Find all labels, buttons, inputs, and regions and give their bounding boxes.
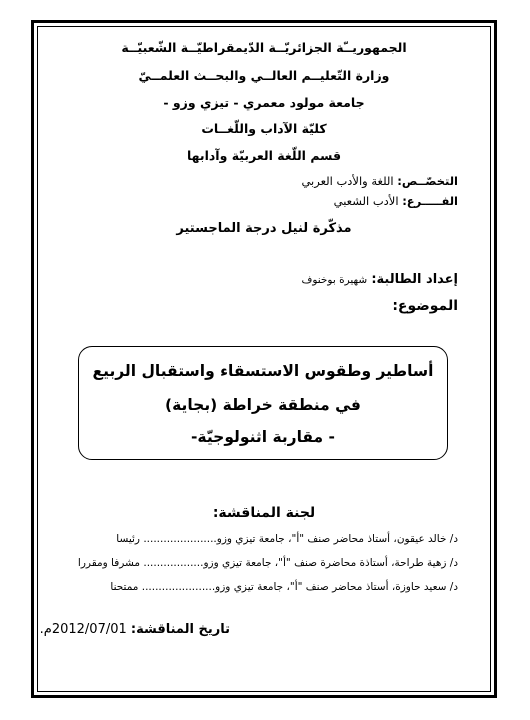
committee-member-president: د/ خالد عيقون، أستاذ محاضر صنف "أ"، جامعة تيزي وزو...................... رئيسا — [116, 533, 458, 545]
degree-statement: مذكّرة لنيل درجة الماجستير — [176, 221, 352, 236]
committee-member-examiner: د/ سعيد حاوزة، أستاذ محاضر صنف "أ"، جامعة تيزي وزو...................... ممتحنا — [110, 581, 458, 593]
header-faculty: كليّة الآداب واللّغــات — [201, 121, 327, 136]
committee-member-supervisor: د/ زهية طراحة، أستاذة محاضرة صنف "أ"، جامعة تيزي وزو.................. مشرفا ومقررا — [77, 557, 458, 569]
student-name: شهيرة بوخنوف — [301, 274, 368, 286]
thesis-title-line3: - مقاربة اثنولوجيّة- — [191, 428, 335, 446]
subject-label: الموضوع: — [392, 298, 458, 314]
student-label: إعداد الطالبة: — [371, 272, 458, 287]
defense-date-value: 2012/07/01م. — [39, 622, 127, 637]
branch-value: الأدب الشعبي — [333, 194, 399, 208]
header-ministry: وزارة التّعليــم العالــي والبحــث العلمــيّ — [138, 68, 390, 83]
specialization-label: التخصّــص: — [397, 174, 458, 188]
specialization-line — [301, 174, 458, 188]
branch-label: الفـــــرع: — [402, 194, 458, 208]
branch-line — [334, 194, 458, 208]
header-republic: الجمهوريــّة الجزائريّــة الدّيمقراطيّــة الشّعبيّــة — [121, 40, 407, 55]
thesis-title-line1: أساطير وطقوس الاستسقاء واستقبال الربيع — [92, 362, 434, 380]
specialization-value: اللغة والأدب العربي — [301, 174, 394, 188]
committee-heading: لجنة المناقشة: — [212, 505, 316, 521]
student-line — [301, 272, 458, 288]
defense-date-label: تاريخ المناقشة: — [130, 622, 230, 637]
defense-date-line — [40, 622, 230, 638]
header-department: قسم اللّغة العربيّة وآدابها — [186, 148, 342, 163]
thesis-title-line2: في منطقة خراطة (بجاية) — [165, 396, 361, 414]
header-university: جامعة مولود معمري - تيزي وزو - — [163, 95, 365, 110]
